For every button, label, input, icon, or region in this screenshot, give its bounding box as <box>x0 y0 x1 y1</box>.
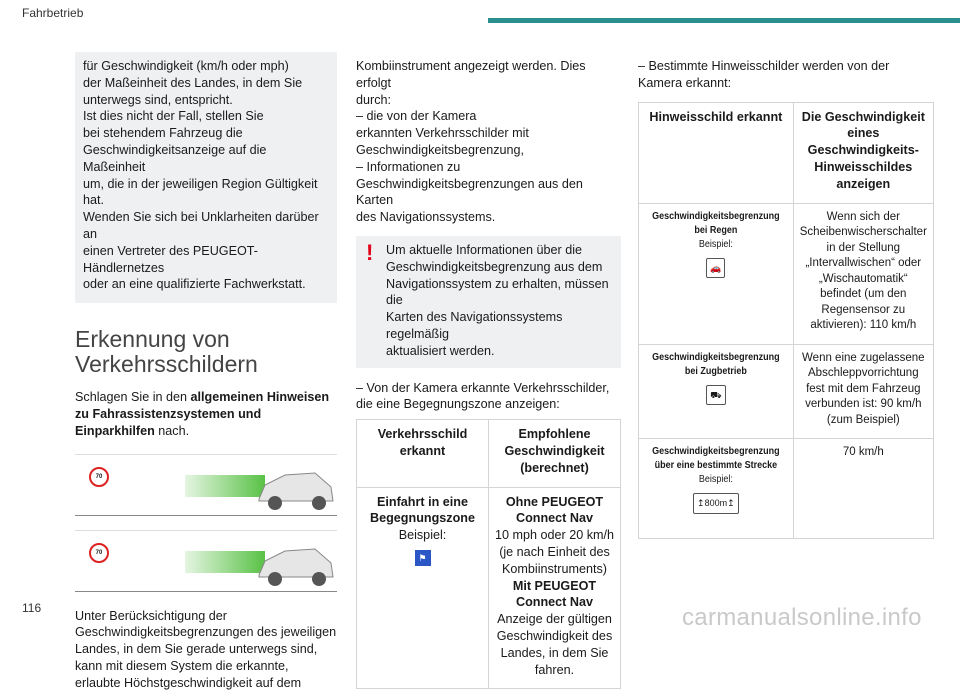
body-line: Geschwindigkeitsbegrenzungen aus den Karten <box>356 176 583 208</box>
body-line: – Bestimmte Hinweisschilder werden von der <box>638 59 890 73</box>
note-line: um, die in der jeweiligen Region Gültigkeit <box>83 176 318 191</box>
body-line: Geschwindigkeitsbegrenzungen des jeweiligen <box>75 625 337 640</box>
illustration-sign-recognition-2 <box>75 530 337 592</box>
cell-title: Mit PEUGEOT Connect Nav <box>512 578 597 610</box>
car-icon <box>255 461 335 513</box>
warning-line: Um aktuelle Informationen über die <box>386 242 583 257</box>
column-left <box>75 52 337 692</box>
cell-text: Anzeige der gültigen Geschwindigkeit des Landes, in dem Sie fahren. <box>496 612 613 677</box>
body-line: kann mit diesem System die erkannte, <box>75 658 289 673</box>
rain-sign-icon: 🚗 <box>706 258 725 279</box>
note-line: der Maßeinheit des Landes, in dem Sie <box>83 75 303 90</box>
speed-sign-icon: 70 <box>89 543 109 563</box>
column-middle <box>356 58 621 689</box>
table-header: Die Geschwindigkeit eines Geschwindigkeits-Hinweisschildes anzeigen <box>793 102 933 203</box>
camera-beam <box>185 475 265 497</box>
car-icon <box>255 537 335 589</box>
column-right <box>638 58 927 539</box>
table-cell <box>639 344 794 439</box>
camera-beam <box>185 551 265 573</box>
body-line: erlaubte Höchstgeschwindigkeit auf dem <box>75 675 302 690</box>
table-row <box>639 439 934 539</box>
table-header: Verkehrsschild erkannt <box>357 420 489 487</box>
illustration-sign-recognition-1 <box>75 454 337 516</box>
info-sign-table <box>638 102 934 539</box>
table-row <box>639 344 934 439</box>
body-line: des Navigationssystems. <box>356 210 496 225</box>
encounter-zone-sign-icon: ⚑ <box>415 550 431 566</box>
note-line: Wenden Sie sich bei Unklarheiten darüber an <box>83 210 319 241</box>
body-line: Geschwindigkeitsbegrenzung, <box>356 142 525 157</box>
distance-sign-icon: ↥800m↥ <box>693 493 739 514</box>
warning-line: Karten des Navigationssystems regelmäßig <box>386 310 563 341</box>
cell-example-label: Beispiel: <box>398 528 447 543</box>
page-number: 116 <box>22 601 42 615</box>
note-line: unterwegs sind, entspricht. <box>83 92 233 107</box>
note-line: einen Vertreter des PEUGEOT-Händlernetzes <box>83 243 258 275</box>
note-line: hat. <box>83 193 105 208</box>
table-cell: Wenn sich der Scheibenwischerschalter in der Stellung „Intervallwischen“ oder „Wischautomatik“ befindet (um den Regensensor zu aktivieren): 110 km/h <box>793 203 933 344</box>
section-heading <box>75 327 337 377</box>
cell-title: Einfahrt in eine Begegnungszone <box>370 494 475 526</box>
body-line: Landes, in dem Sie gerade unterwegs sind, <box>75 642 318 657</box>
cell-title: Geschwindigkeitsbegrenzung bei Regen <box>652 210 780 236</box>
body-line: Kamera erkannt: <box>638 75 732 90</box>
section-title: Fahrbetrieb <box>22 6 84 20</box>
warning-line: Geschwindigkeitsbegrenzung aus dem <box>386 259 603 274</box>
cell-title: Geschwindigkeitsbegrenzung über eine bestimmte Strecke <box>652 446 780 472</box>
body-line: – Von der Kamera erkannte Verkehrsschilder, <box>356 380 610 395</box>
table-cell: Wenn eine zugelassene Abschleppvorrichtung fest mit dem Fahrzeug verbunden ist: 90 km/h (zum Beispiel) <box>793 344 933 439</box>
cell-example-label: Beispiel: <box>698 474 733 486</box>
warning-line: Navigationssystem zu erhalten, müssen die <box>386 276 609 308</box>
warning-line: aktualisiert werden. <box>386 343 495 358</box>
cell-title: Geschwindigkeitsbegrenzung bei Zugbetrieb <box>652 351 780 377</box>
towing-sign-icon: ⛟ <box>706 385 725 406</box>
table-header: Hinweisschild erkannt <box>639 102 794 203</box>
cell-text: 10 mph oder 20 km/h (je nach Einheit des Kombiinstruments) <box>495 528 615 576</box>
body-line: – Informationen zu <box>356 159 461 174</box>
cell-title: Ohne PEUGEOT Connect Nav <box>505 494 604 526</box>
body-line: – die von der Kamera <box>356 109 477 124</box>
speed-sign-icon: 70 <box>89 467 109 487</box>
heading-line: Erkennung von <box>75 326 230 353</box>
table-cell <box>639 439 794 539</box>
body-line: die eine Begegnungszone anzeigen: <box>356 397 560 412</box>
warning-box <box>356 236 621 368</box>
warning-icon: ! <box>366 239 374 265</box>
body-line: erkannten Verkehrsschilder mit <box>356 126 529 141</box>
table-row <box>639 203 934 344</box>
header-accent-bar <box>488 18 960 23</box>
note-line: Ist dies nicht der Fall, stellen Sie <box>83 109 264 124</box>
intro-link-text: allgemeinen Hinweisen zu Fahrassistenzsystemen und Einparkhilfen <box>75 390 330 438</box>
note-box <box>75 52 337 303</box>
note-line: oder an eine qualifizierte Fachwerkstatt. <box>83 277 306 292</box>
encounter-zone-table <box>356 419 621 689</box>
table-cell: 70 km/h <box>793 439 933 539</box>
table-cell <box>639 203 794 344</box>
cell-example-label: Beispiel: <box>698 238 733 250</box>
body-line: Kombiinstrument angezeigt werden. Dies erfolgt <box>356 59 586 90</box>
intro-paragraph: Schlagen Sie in den allgemeinen Hinweisen zu Fahrassistenzsystemen und Einparkhilfen nach. <box>75 390 330 438</box>
note-line: Geschwindigkeitsanzeige auf die Maßeinheit <box>83 142 267 174</box>
table-cell <box>489 487 621 689</box>
body-line: durch: <box>356 92 392 107</box>
watermark: carmanualsonline.info <box>682 604 922 631</box>
table-row <box>357 487 621 689</box>
table-header: Empfohlene Geschwindigkeit (berechnet) <box>489 420 621 487</box>
note-line: für Geschwindigkeit (km/h oder mph) <box>83 59 289 73</box>
table-cell <box>357 487 489 689</box>
heading-line: Verkehrsschildern <box>75 351 258 378</box>
note-line: bei stehendem Fahrzeug die <box>83 126 243 141</box>
body-line: Unter Berücksichtigung der <box>75 608 227 623</box>
